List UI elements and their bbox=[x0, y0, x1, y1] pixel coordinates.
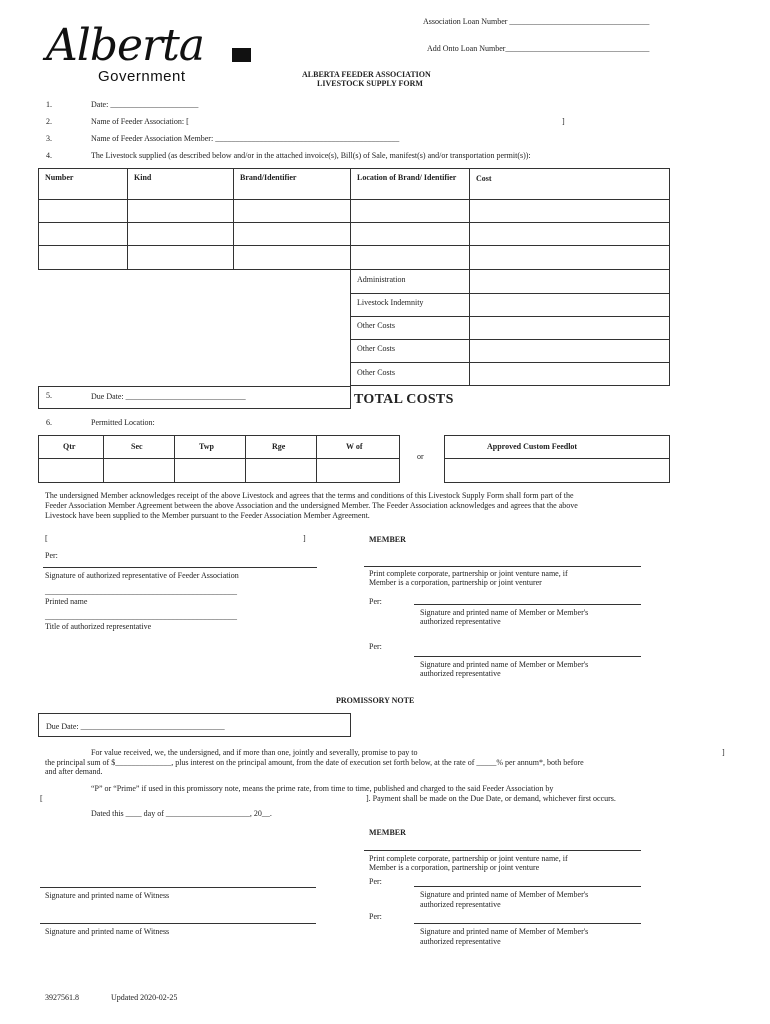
note-paragraph-2a: “P” or “Prime” if used in this promissory note, means the prime rate, from time to time, published and charged to the said Feeder Association by bbox=[91, 784, 554, 793]
note-paragraph-1c: and after demand. bbox=[45, 767, 103, 776]
title-line[interactable]: ________________________________________________ bbox=[45, 612, 237, 621]
item-6-number: 6. bbox=[46, 418, 52, 427]
permitted-location-label: Permitted Location: bbox=[91, 418, 155, 427]
header-qtr: Qtr bbox=[63, 442, 76, 451]
note-paragraph-1-bracket: ] bbox=[722, 748, 725, 757]
feeder-association-bracket-open: [ bbox=[45, 534, 48, 543]
cost-row-other-costs: Other Costs bbox=[357, 368, 395, 377]
item-2-number: 2. bbox=[46, 117, 52, 126]
per-label: Per: bbox=[369, 912, 382, 921]
feeder-association-bracket-close: ] bbox=[303, 534, 306, 543]
item-4-number: 4. bbox=[46, 151, 52, 160]
member-name-field[interactable]: Name of Feeder Association Member: ______________________________________________ bbox=[91, 134, 400, 143]
item-1-number: 1. bbox=[46, 100, 52, 109]
header-twp: Twp bbox=[199, 442, 214, 451]
member-heading: MEMBER bbox=[369, 828, 406, 837]
header-brand: Brand/Identifier bbox=[240, 173, 297, 182]
member-signature-label-2: authorized representative bbox=[420, 900, 501, 909]
member-signature-label: Signature and printed name of Member of Member's bbox=[420, 927, 589, 936]
header-kind: Kind bbox=[134, 173, 152, 182]
per-label: Per: bbox=[369, 877, 382, 886]
add-onto-loan-number[interactable]: Add Onto Loan Number____________________________________ bbox=[427, 44, 650, 53]
cost-row-administration: Administration bbox=[357, 275, 406, 284]
member-heading: MEMBER bbox=[369, 535, 406, 544]
logo-mark-icon bbox=[232, 48, 251, 62]
form-title-line2: LIVESTOCK SUPPLY FORM bbox=[317, 79, 423, 88]
member-signature-label: Signature and printed name of Member or Member's bbox=[420, 608, 589, 617]
header-brand-location: Location of Brand/ Identifier bbox=[357, 173, 457, 182]
corporate-name-note-1: Print complete corporate, partnership or joint venture name, if bbox=[369, 569, 568, 578]
acknowledgement-line-1: The undersigned Member acknowledges receipt of the above Livestock and agrees that the terms and conditions of this Livestock Supply Form shall form part of the bbox=[45, 491, 574, 500]
corporate-name-note-2: Member is a corporation, partnership or joint venturer bbox=[369, 578, 542, 587]
feeder-association-bracket-close: ] bbox=[562, 117, 565, 126]
corporate-name-note-1: Print complete corporate, partnership or joint venture name, if bbox=[369, 854, 568, 863]
acknowledgement-line-2: Feeder Association Member Agreement between the above Association and the undersigned Member. The Feeder Association acknowledges and agrees that the above bbox=[45, 501, 578, 510]
per-label: Per: bbox=[45, 551, 58, 560]
promissory-note-title: PROMISSORY NOTE bbox=[336, 696, 415, 705]
printed-name-line[interactable]: ________________________________________________ bbox=[45, 587, 237, 596]
member-signature-label: Signature and printed name of Member or Member's bbox=[420, 660, 589, 669]
updated-date: Updated 2020-02-25 bbox=[111, 993, 178, 1002]
cost-row-other-costs: Other Costs bbox=[357, 344, 395, 353]
association-loan-number[interactable]: Association Loan Number ___________________________________ bbox=[423, 17, 650, 26]
logo-wordmark: Alberta bbox=[46, 20, 204, 71]
form-title-line1: ALBERTA FEEDER ASSOCIATION bbox=[302, 70, 431, 79]
logo-subtitle: Government bbox=[98, 68, 186, 85]
acknowledgement-line-3: Livestock have been supplied to the Member pursuant to the Feeder Association Member Agreement. bbox=[45, 511, 370, 520]
title-label: Title of authorized representative bbox=[45, 622, 152, 631]
document-number: 3927561.8 bbox=[45, 993, 79, 1002]
header-sec: Sec bbox=[131, 442, 143, 451]
printed-name-label: Printed name bbox=[45, 597, 88, 606]
authorized-signature-label: Signature of authorized representative of Feeder Association bbox=[45, 571, 239, 580]
note-due-date-field[interactable]: Due Date: ____________________________________ bbox=[46, 722, 225, 731]
per-label: Per: bbox=[369, 597, 382, 606]
item-3-number: 3. bbox=[46, 134, 52, 143]
cost-row-livestock-indemnity: Livestock Indemnity bbox=[357, 298, 424, 307]
corporate-name-note-2: Member is a corporation, partnership or joint venture bbox=[369, 863, 540, 872]
note-paragraph-1b: the principal sum of $______________, plus interest on the principal amount, from the date of execution set forth below, at the rate of _____% per annum*, both before bbox=[45, 758, 584, 767]
item-5-number: 5. bbox=[46, 391, 52, 400]
dated-this-line[interactable]: Dated this ____ day of _____________________, 20__. bbox=[91, 809, 272, 818]
note-paragraph-2b: ]. Payment shall be made on the Due Date, or demand, whichever first occurs. bbox=[366, 794, 616, 803]
header-cost: Cost bbox=[476, 174, 492, 183]
note-paragraph-1a: For value received, we, the undersigned, and if more than one, jointly and severally, promise to pay to bbox=[91, 748, 418, 757]
livestock-supplied-text: The Livestock supplied (as described below and/or in the attached invoice(s), Bill(s) of Sale, manifest(s) and/or transportation permit(s)): bbox=[91, 151, 531, 160]
note-paragraph-2-bracket: [ bbox=[40, 794, 43, 803]
due-date-field[interactable]: Due Date: ______________________________ bbox=[91, 392, 246, 401]
or-label: or bbox=[417, 452, 424, 461]
per-label: Per: bbox=[369, 642, 382, 651]
member-signature-label-2: authorized representative bbox=[420, 617, 501, 626]
header-number: Number bbox=[45, 173, 74, 182]
cost-row-other-costs: Other Costs bbox=[357, 321, 395, 330]
header-approved-feedlot: Approved Custom Feedlot bbox=[487, 442, 578, 451]
witness-signature-label: Signature and printed name of Witness bbox=[45, 927, 170, 936]
member-signature-label-2: authorized representative bbox=[420, 669, 501, 678]
member-signature-label: Signature and printed name of Member of Member's bbox=[420, 890, 589, 899]
header-rge: Rge bbox=[272, 442, 286, 451]
date-field[interactable]: Date: ______________________ bbox=[91, 100, 199, 109]
member-signature-label-2: authorized representative bbox=[420, 937, 501, 946]
witness-signature-label: Signature and printed name of Witness bbox=[45, 891, 170, 900]
total-costs-label: TOTAL COSTS bbox=[354, 392, 454, 407]
feeder-association-name-field[interactable]: Name of Feeder Association: [ bbox=[91, 117, 189, 126]
header-w-of: W of bbox=[346, 442, 363, 451]
